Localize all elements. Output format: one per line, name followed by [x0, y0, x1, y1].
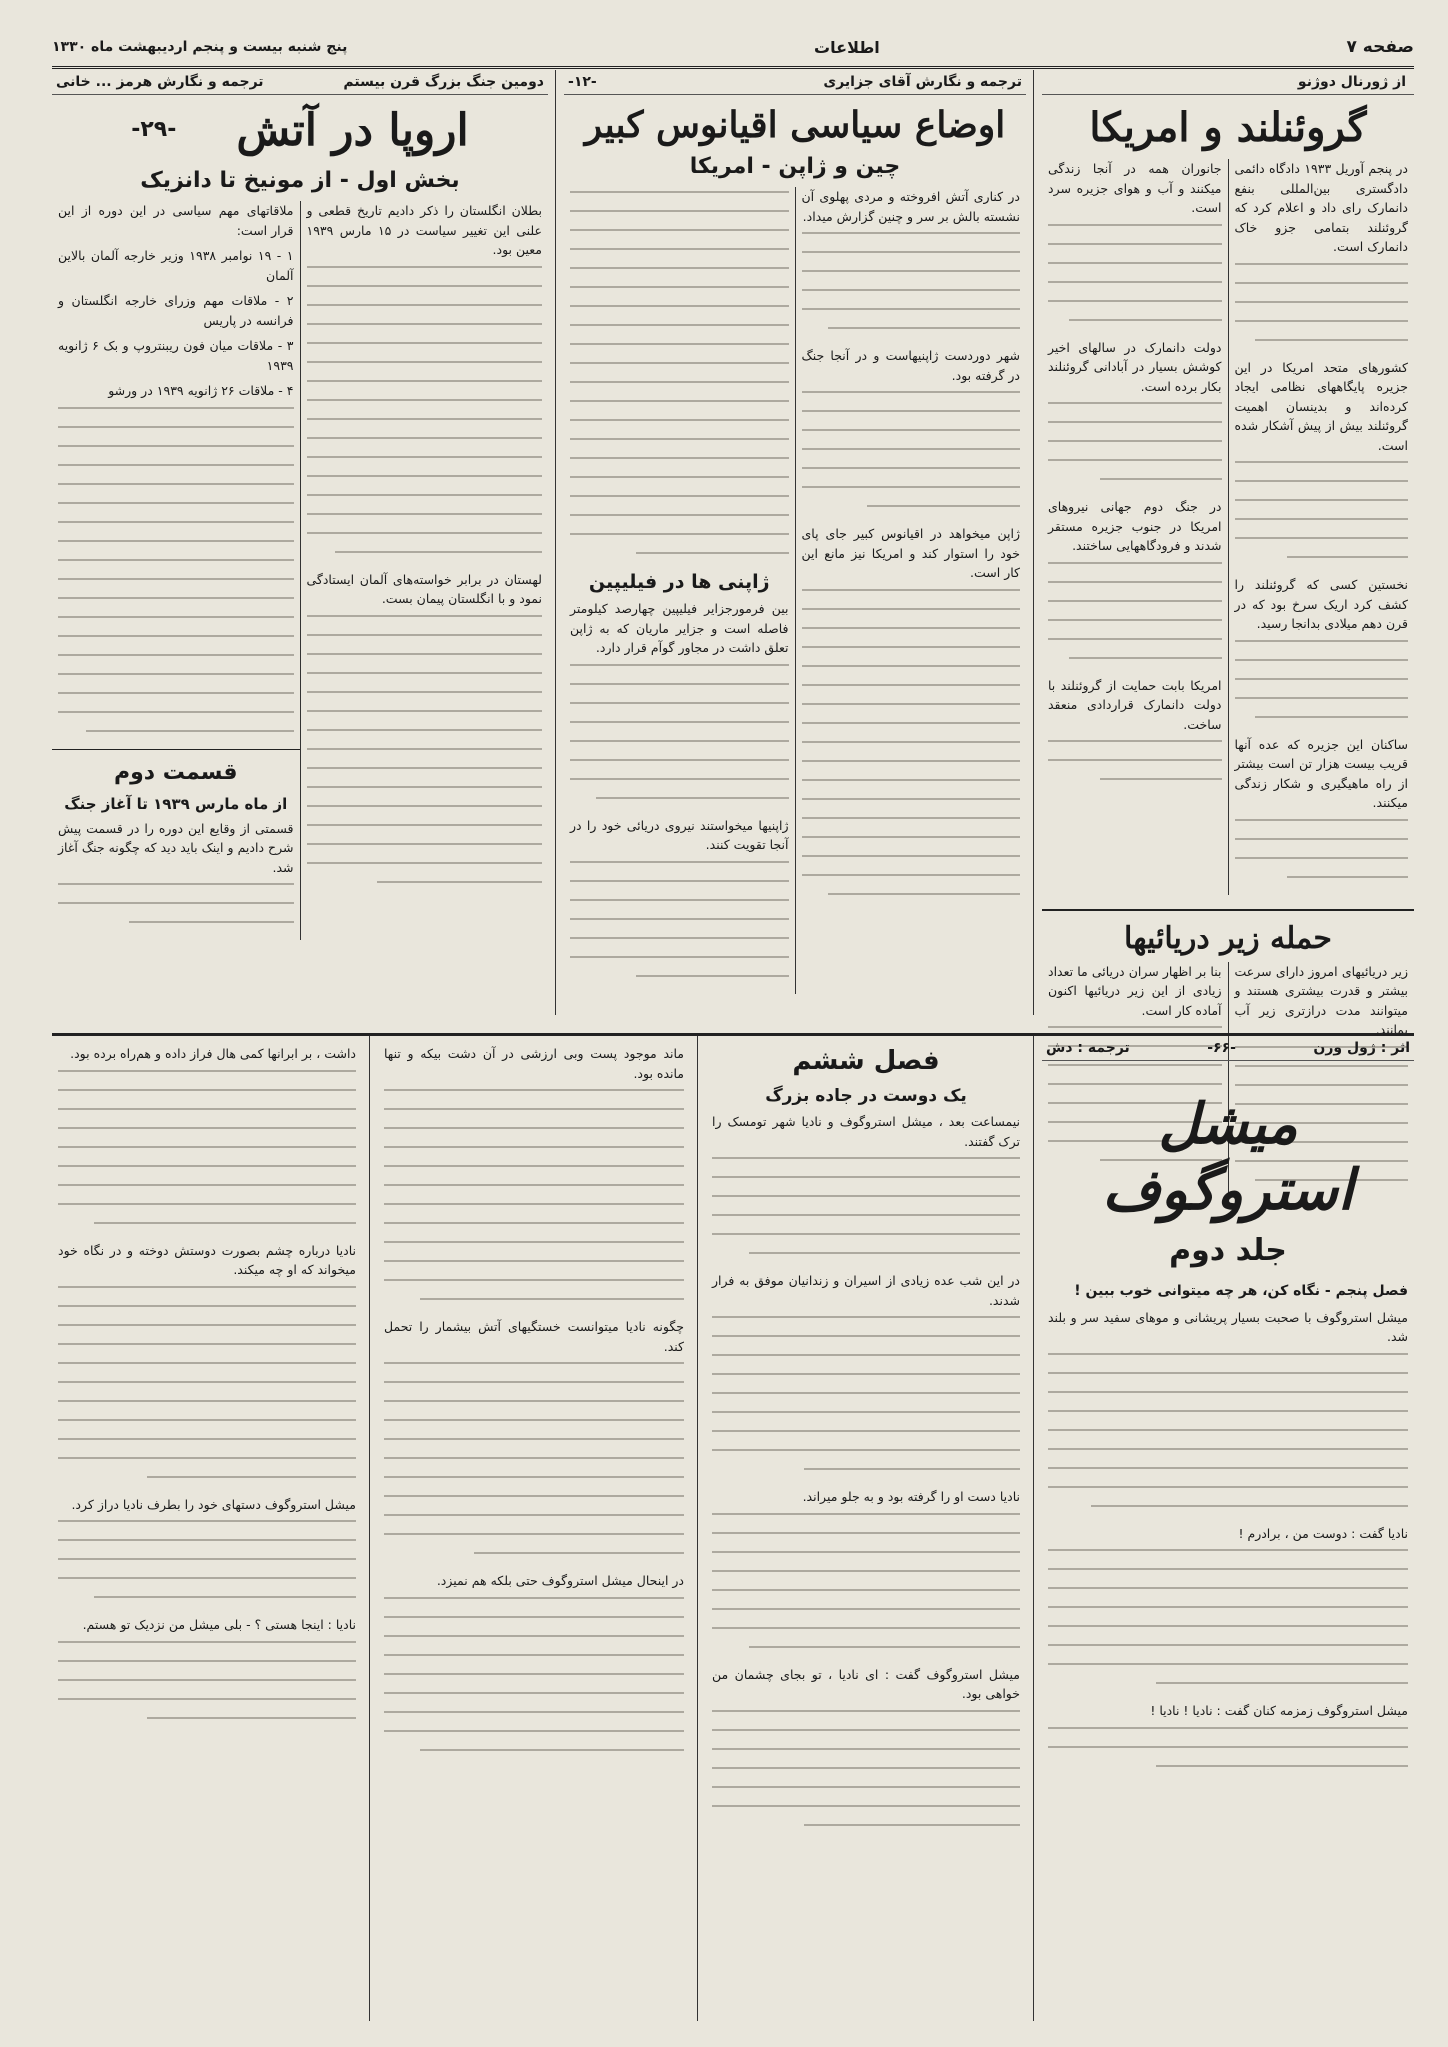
submarine-paragraph: بنا بر اظهار سران دریائی ما تعداد زیادی از این زیر دریائیها اکنون آماده کار است. [1048, 963, 1222, 1018]
greenland-col-a [1229, 159, 1415, 895]
europe-article [52, 70, 548, 1015]
europe-list-item: ۴ - ملاقات ۲۶ ژانویه ۱۹۳۹ در ورشو [108, 383, 294, 398]
story-paragraph: نادیا درباره چشم بصورت دوستش دوخته و در نگاه خود میخواند که او چه میکند. [58, 1242, 356, 1277]
pacific-kicker [564, 70, 1026, 95]
masthead [52, 28, 1414, 69]
submarine-paragraph: زیر دریائیهای امروز دارای سرعت بیشتر و قدرت بیشتری هستند و میتوانند مدت درازتری زیر آب بمانند. [1234, 963, 1408, 1037]
greenland-paragraph: امریکا بابت حمایت از گروئنلند با دولت دانمارک قراردادی منعقد ساخت. [1048, 677, 1222, 732]
europe-byline: ترجمه و نگارش هرمز ... خانی [56, 74, 264, 90]
story-column-3 [378, 1036, 690, 2021]
pacific-paragraph: در کناری آتش افروخته و مردی پهلوی آن نشسته بالش بر سر و چنین گزارش میداد. [801, 189, 1020, 224]
serial-number: -۶۶- [1207, 1040, 1236, 1056]
serial-translator: ترجمه : دش [1046, 1040, 1130, 1056]
pacific-paragraph: ژاپن میخواهد در اقیانوس کبیر جای پای خود را استوار کند و امریکا نیز مانع این کار است. [801, 526, 1020, 580]
greenland-paragraph: کشورهای متحد امریکا در این جزیره پایگاههای نظامی ایجاد کرده‌اند و بدینسان اهمیت گروئنلند بیش از پیش آشکار شده است. [1234, 359, 1408, 453]
europe-list-item: ۳ - ملاقات میان فون ریبنتروپ و بک ۶ ژانویه ۱۹۳۹ [58, 338, 294, 373]
story-paragraph: چگونه نادیا میتوانست خستگیهای آتش بیشمار را تحمل کند. [384, 1319, 684, 1354]
serial-paragraph: میشل استروگوف زمزمه کنان گفت : نادیا ! نادیا ! [1150, 1703, 1408, 1718]
greenland-paragraph: جانوران همه در آنجا زندگی میکنند و آب و هوای جزیره سرد است. [1048, 161, 1222, 215]
chapter-six-column [706, 1036, 1026, 2021]
europe-kicker [52, 70, 548, 95]
top-section [52, 70, 1414, 1037]
europe-paragraph: قسمتی از وقایع این دوره را در قسمت پیش شرح دادیم و اینک باید دید که چگونه جنگ آغاز شد. [58, 820, 294, 875]
story-paragraph: میشل استروگوف دستهای خود را بطرف نادیا دراز کرد. [71, 1496, 356, 1512]
story-column-4 [52, 1036, 362, 2021]
greenland-paragraph: دولت دانمارک در سالهای اخیر کوشش بسیار در آبادانی گروئنلند بکار برده است. [1048, 339, 1222, 394]
greenland-headline: گروئنلند و امریکا [1089, 104, 1367, 151]
greenland-paragraph: ساکنان این جزیره که عده آنها قریب بیست هزار تن است بیشتر از راه ماهیگیری و شکار زندگی میکنند. [1234, 736, 1408, 810]
pacific-subheadline: چین و ژاپن - امریکا [689, 154, 901, 179]
europe-paragraph: بطلان انگلستان را ذکر دادیم تاریخ قطعی و علنی این تغییر سیاست در ۱۵ مارس ۱۹۳۹ معین بود. [306, 203, 543, 257]
serial-paragraph: نادیا گفت : دوست من ، برادرم ! [1238, 1525, 1408, 1541]
serial-title-column [1042, 1036, 1414, 2021]
pacific-byline: ترجمه و نگارش آقای جزایری [823, 74, 1022, 90]
newspaper-page [52, 28, 1414, 2018]
europe-headline: اروپا در آتش [236, 105, 469, 156]
newspaper-name: اطلاعات [814, 37, 880, 57]
europe-section-subheading: از ماه مارس ۱۹۳۹ تا آغاز جنگ [64, 794, 288, 813]
issue-date: پنج شنبه بیست و پنجم اردیبهشت ماه ۱۳۳۰ [52, 39, 348, 55]
story-paragraph: در اینحال میشل استروگوف حتی بلکه هم نمیزد. [436, 1573, 684, 1588]
chapter-six-subtitle: یک دوست در جاده بزرگ [765, 1086, 967, 1106]
pacific-paragraph: بین فرمورجزایر فیلیپین چهارصد کیلومتر فاصله است و جزایر ماریان که به ژاپن تعلق داشت در مجاور گوآم قرار دارد. [570, 601, 789, 655]
europe-series: دومین جنگ بزرگ قرن بیستم [343, 74, 544, 90]
story-paragraph: ماند موجود پست وبی ارزشی در آن دشت بیکه و تنها مانده بود. [384, 1046, 684, 1081]
pacific-paragraph: شهر دوردست ژاپنیهاست و در آنجا جنگ در گرفته بود. [801, 348, 1020, 383]
greenland-article [1042, 70, 1414, 1037]
pacific-article [564, 70, 1026, 1015]
serial-section [52, 1033, 1414, 2021]
chapter-six-paragraph: نادیا دست او را گرفته بود و به جلو میراند. [802, 1489, 1020, 1504]
europe-paragraph: ملاقاتهای مهم سیاسی در این دوره از این قرار است: [58, 203, 294, 238]
submarine-headline: حمله زیر دریائیها [1124, 920, 1332, 956]
pacific-headline: اوضاع سیاسی اقیانوس کبیر [584, 104, 1006, 146]
greenland-paragraph: نخستین کسی که گروئنلند را کشف کرد اریک سرخ بود که در قرن دهم میلادی بدانجا رسید. [1234, 577, 1408, 631]
serial-paragraph: میشل استروگوف با صحبت بسیار پریشانی و موهای سفید سر و بلند شد. [1048, 1309, 1408, 1344]
europe-subheadline: بخش اول - از مونیخ تا دانزیک [140, 168, 460, 193]
europe-list-item: ۱ - ۱۹ نوامبر ۱۹۳۸ وزیر خارجه آلمان بالاین آلمان [58, 248, 294, 283]
pacific-number: -۱۲- [568, 74, 597, 90]
greenland-kicker: از ژورنال دوژنو [1042, 70, 1414, 95]
serial-title: میشل استروگوف [1102, 1091, 1354, 1223]
serial-author: اثر : ژول ورن [1313, 1040, 1410, 1056]
greenland-col-b [1042, 159, 1228, 895]
chapter-six-paragraph: نیمساعت بعد ، میشل استروگوف و نادیا شهر تومسک را ترک گفتند. [712, 1114, 1020, 1149]
story-paragraph: داشت ، بر ابرانها کمی هال فراز داده و هم‌راه برده بود. [70, 1046, 356, 1061]
greenland-paragraph: در پنجم آوریل ۱۹۳۳ دادگاه دائمی دادگستری بین‌المللی بنفع دانمارک رای داد و اعلام کرد که گروئنلند بتمامی جزو خاک دانمارک است. [1234, 161, 1408, 254]
europe-section-heading: قسمت دوم [113, 759, 238, 785]
serial-chapter-title: فصل پنجم - نگاه کن، هر چه میتوانی خوب ببین ! [1074, 1283, 1408, 1299]
chapter-six-title: فصل ششم [792, 1046, 940, 1076]
philippines-subheadline: ژاپنی ها در فیلیپین [588, 571, 770, 593]
greenland-paragraph: در جنگ دوم جهانی نیروهای امریکا در جنوب جزیره مستقر شدند و فرودگاههایی ساختند. [1048, 499, 1222, 553]
serial-kicker [1042, 1036, 1414, 1061]
europe-part-number: -۲۹- [131, 117, 177, 142]
chapter-six-paragraph: میشل استروگوف گفت : ای نادیا ، تو بجای چشمان من خواهی بود. [712, 1666, 1020, 1701]
europe-list-item: ۲ - ملاقات مهم وزرای خارجه انگلستان و فرانسه در پاریس [58, 293, 294, 328]
page-number: صفحه ۷ [1346, 37, 1414, 57]
serial-volume: جلد دوم [1169, 1233, 1287, 1268]
story-paragraph: نادیا : اینجا هستی ؟ - بلی میشل من نزدیک تو هستم. [82, 1617, 356, 1632]
pacific-paragraph: ژاپنیها میخواستند نیروی دریائی خود را در آنجا تقویت کنند. [570, 817, 789, 852]
europe-paragraph: لهستان در برابر خواسته‌های آلمان ایستادگی نمود و با انگلستان پیمان بست. [306, 571, 542, 606]
chapter-six-paragraph: در این شب عده زیادی از اسیران و زندانیان موفق به فرار شدند. [712, 1273, 1020, 1308]
